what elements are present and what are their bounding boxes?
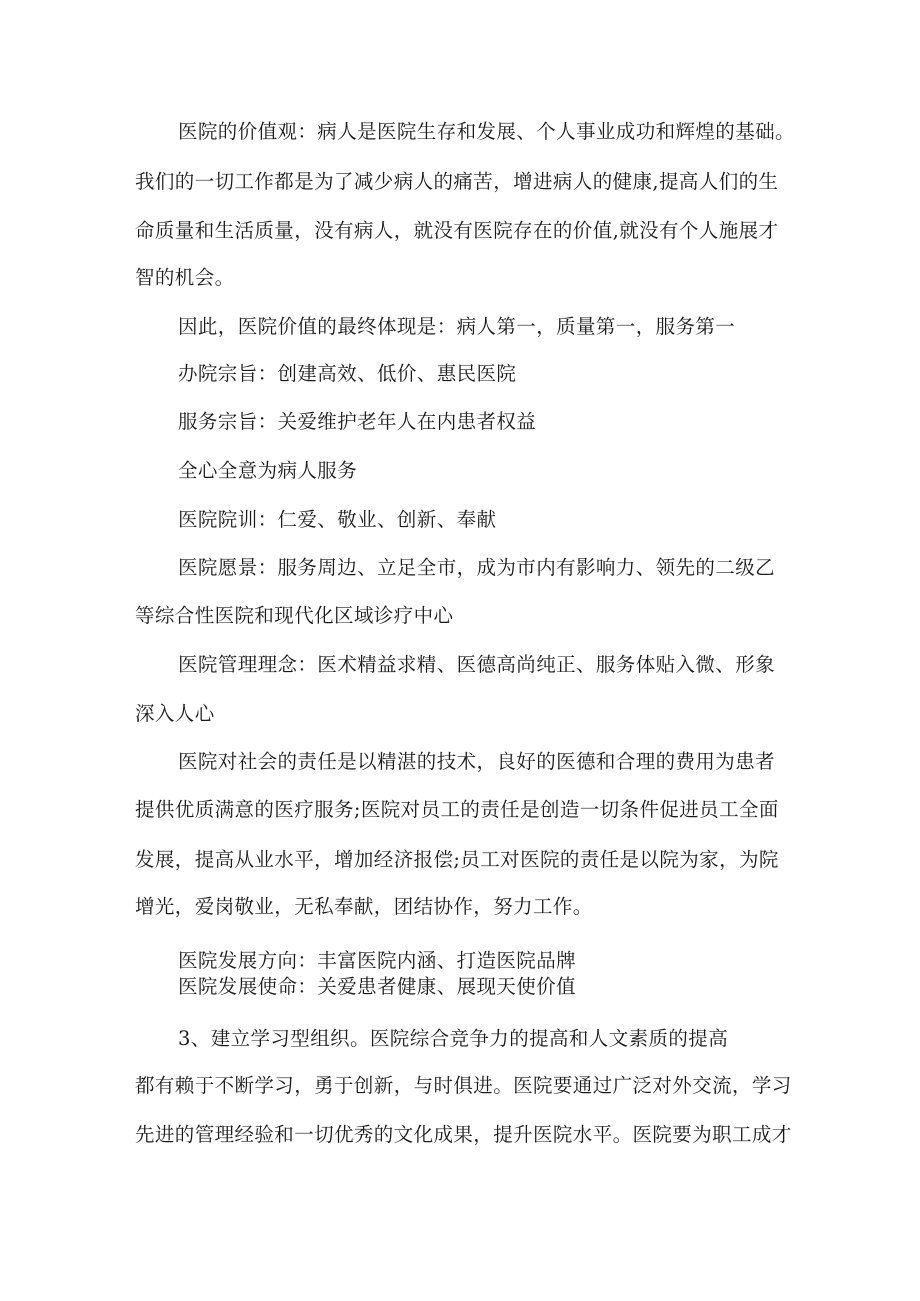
paragraph-line: 我们的一切工作都是为了减少病人的痛苦，增进病人的健康,提高人们的生 bbox=[135, 170, 779, 193]
paragraph-line: 医院的价值观：病人是医院生存和发展、个人事业成功和辉煌的基础。 bbox=[178, 120, 795, 143]
paragraph-line: 都有赖于不断学习，勇于创新，与时俱进。医院要通过广泛对外交流，学习 bbox=[135, 1074, 792, 1097]
paragraph-line: 智的机会。 bbox=[135, 266, 235, 289]
paragraph-line: 因此，医院价值的最终体现是：病人第一，质量第一，服务第一 bbox=[178, 315, 736, 338]
paragraph-line: 办院宗旨：创建高效、低价、惠民医院 bbox=[178, 362, 517, 385]
paragraph-line: 3、建立学习型组织。医院综合竞争力的提高和人文素质的提高 bbox=[178, 1027, 729, 1050]
paragraph-line: 医院发展使命：关爱患者健康、展现天使价值 bbox=[178, 975, 577, 998]
paragraph-line: 医院发展方向：丰富医院内涵、打造医院品牌 bbox=[178, 949, 577, 972]
paragraph-line: 服务宗旨：关爱维护老年人在内患者权益 bbox=[178, 410, 537, 433]
paragraph-line: 发展，提高从业水平，增加经济报偿;员工对医院的责任是以院为家，为院 bbox=[135, 848, 779, 871]
paragraph-line: 全心全意为病人服务 bbox=[178, 459, 358, 482]
paragraph-line: 提供优质满意的医疗服务;医院对员工的责任是创造一切条件促进员工全面 bbox=[135, 798, 779, 821]
paragraph-line: 先进的管理经验和一切优秀的文化成果，提升医院水平。医院要为职工成才 bbox=[135, 1123, 792, 1146]
paragraph-line: 医院对社会的责任是以精湛的技术，良好的医德和合理的费用为患者 bbox=[178, 750, 776, 773]
paragraph-line: 等综合性医院和现代化区域诊疗中心 bbox=[135, 604, 454, 627]
paragraph-line: 深入人心 bbox=[135, 702, 215, 725]
paragraph-line: 医院愿景：服务周边、立足全市，成为市内有影响力、领先的二级乙 bbox=[178, 556, 776, 579]
paragraph-line: 命质量和生活质量，没有病人，就没有医院存在的价值,就没有个人施展才 bbox=[135, 219, 779, 242]
paragraph-line: 医院管理理念：医术精益求精、医德高尚纯正、服务体贴入微、形象 bbox=[178, 653, 776, 676]
paragraph-line: 医院院训：仁爱、敬业、创新、奉献 bbox=[178, 508, 497, 531]
paragraph-line: 增光，爱岗敬业，无私奉献，团结协作，努力工作。 bbox=[135, 895, 593, 918]
